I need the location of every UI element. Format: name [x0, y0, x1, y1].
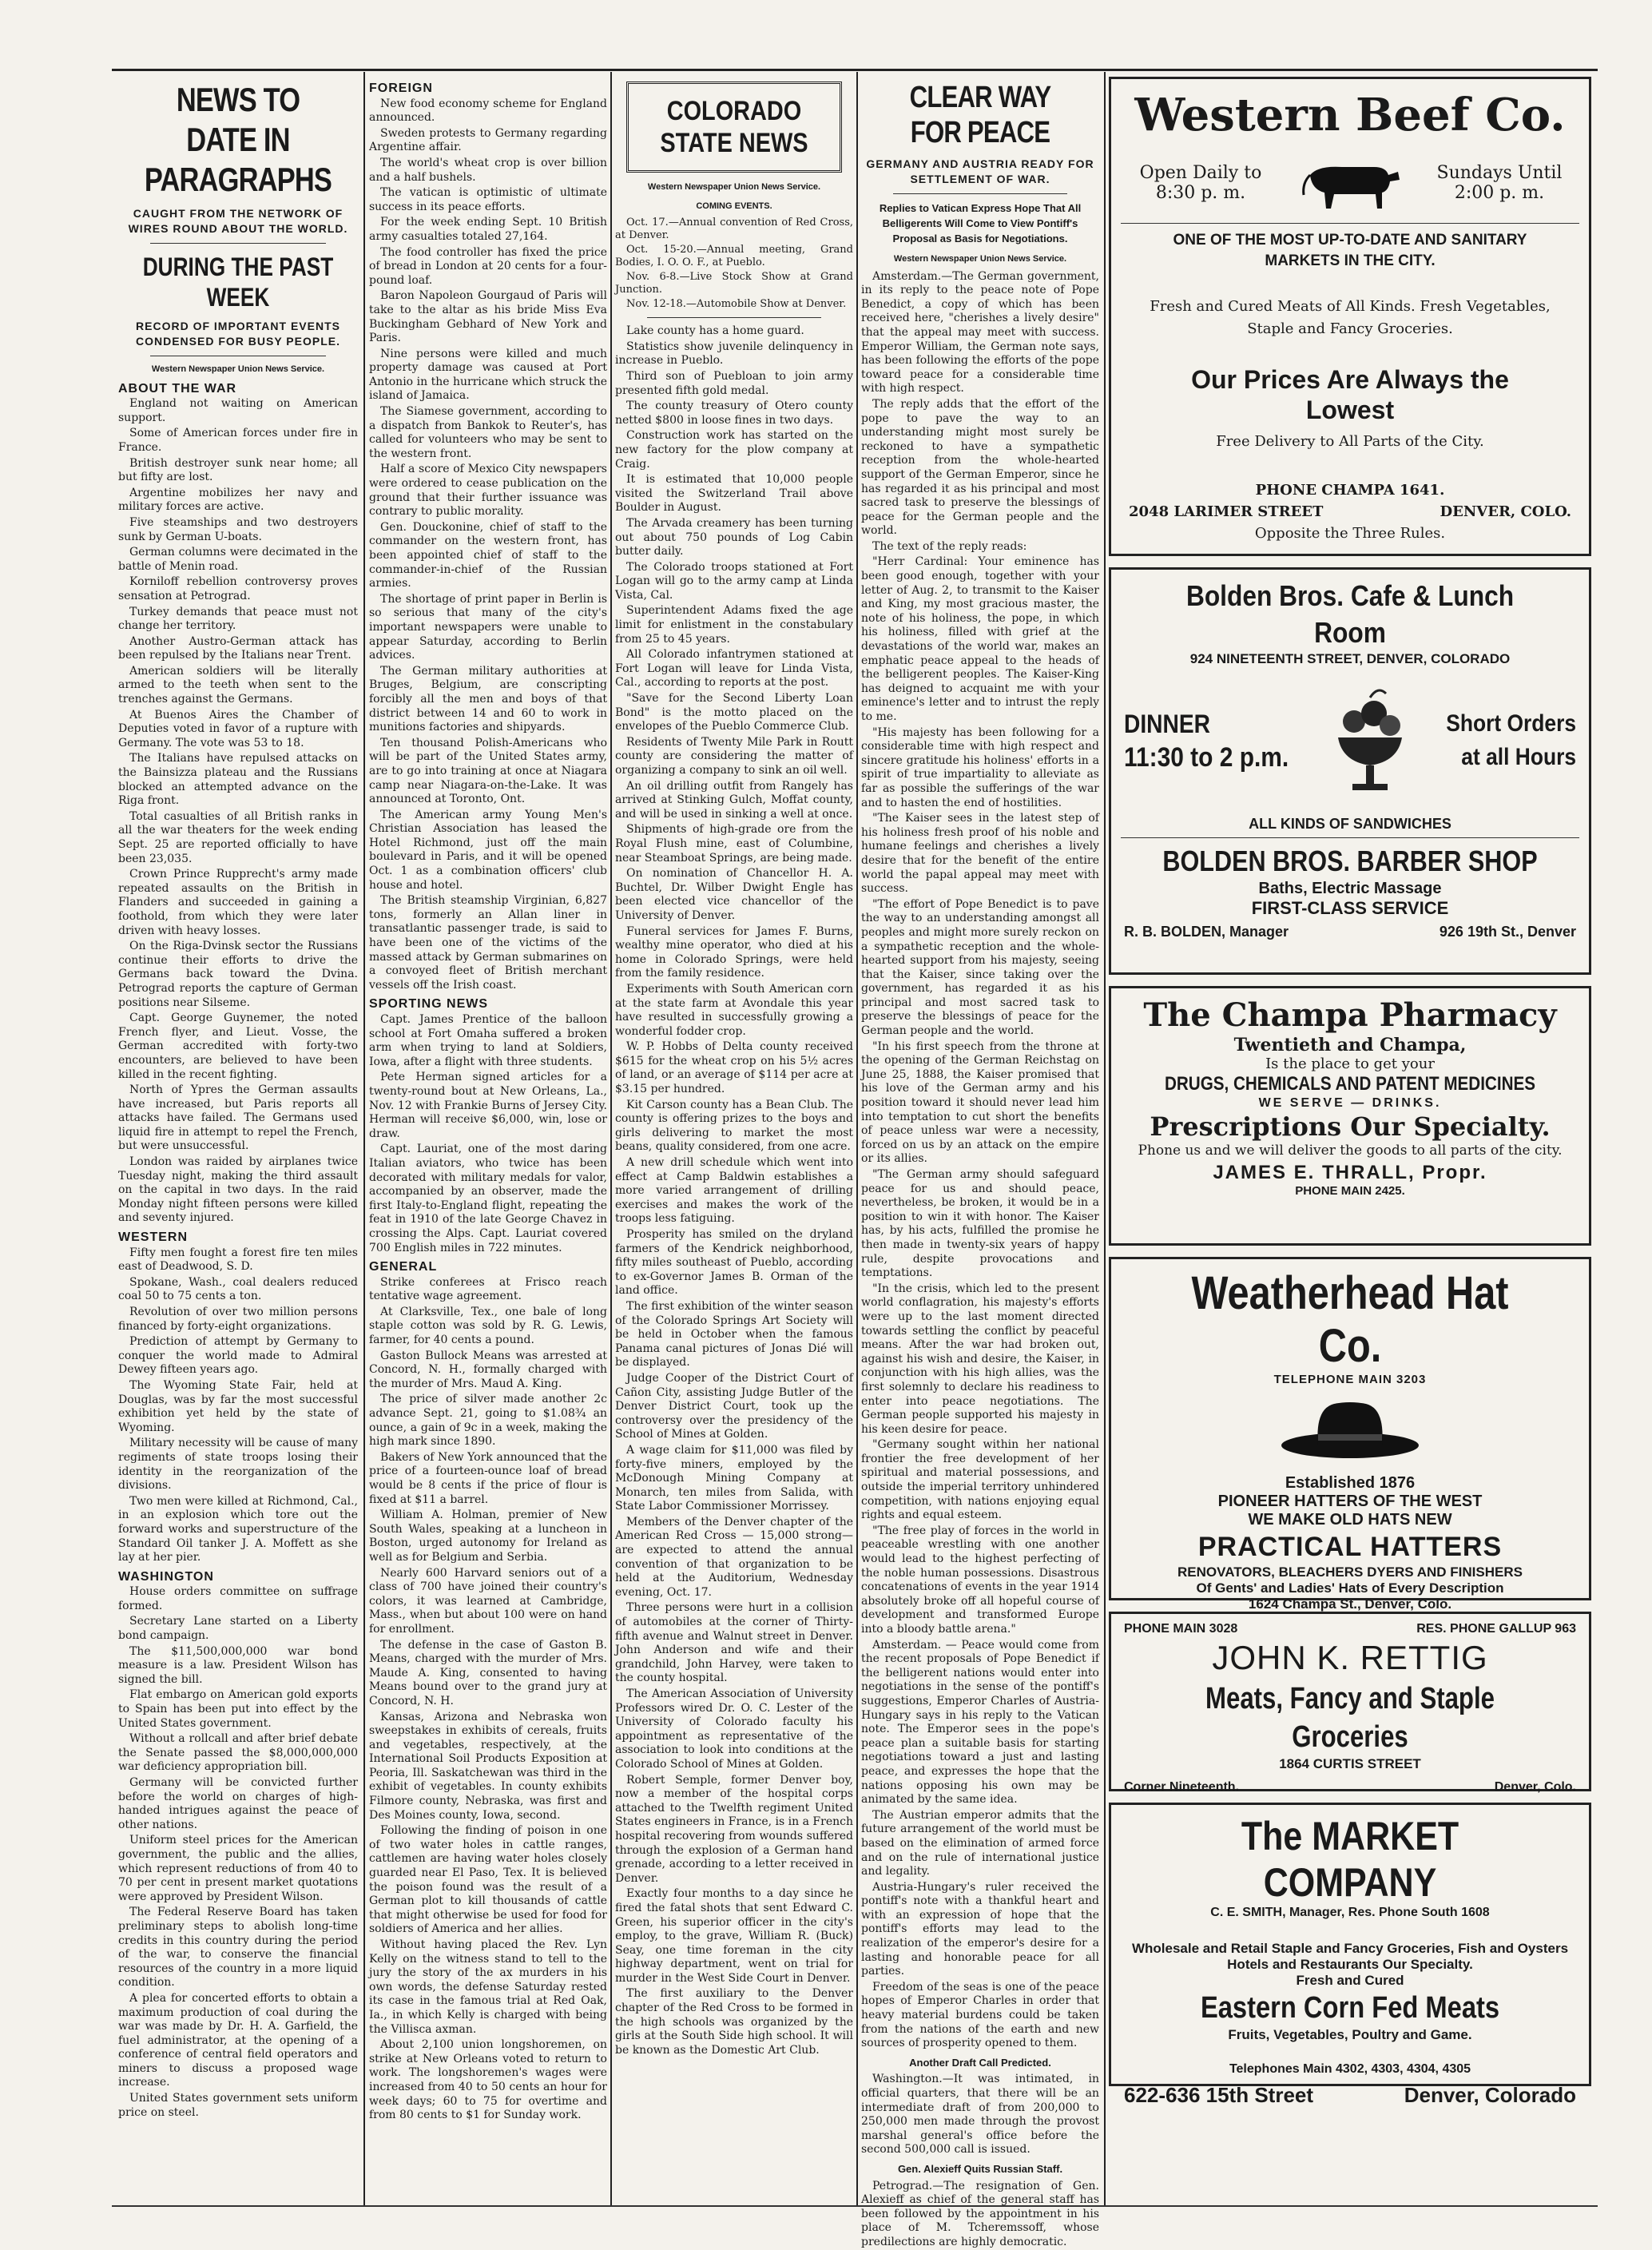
news-paragraph: Third son of Puebloan to join army presented fifth gold medal.	[615, 369, 853, 397]
hat-established: Established 1876	[1285, 1474, 1416, 1492]
market-hotels: Hotels and Restaurants Our Specialty.	[1227, 1957, 1473, 1972]
news-paragraph: Five steamships and two destroyers sunk by German U-boats.	[118, 515, 358, 543]
ad-western-beef	[1109, 77, 1591, 556]
hat-phone: TELEPHONE MAIN 3203	[1273, 1373, 1427, 1386]
bolden-title: Bolden Bros. Cafe & Lunch Room	[1185, 579, 1515, 649]
market-fresh: Fresh and Cured	[1296, 1973, 1404, 1988]
beef-open-daily: Open Daily to 8:30 p. m.	[1139, 163, 1262, 203]
news-paragraph: The vatican is optimistic of ultimate success in its peace efforts.	[369, 186, 607, 213]
news-paragraph: Capt. Lauriat, one of the most daring Italian aviators, who twice has been decorated with military medals for valor, accompanied by an observer, made the first Italy-to-England flight, repeating the feat in 1910 of the late George Chavez in crossing the Alps. Capt. Lauriat covered 700 English miles in 722 minutes.	[369, 1143, 607, 1254]
column-1	[118, 77, 358, 2202]
news-paragraph: Crown Prince Rupprecht's army made repeated assaults on the British in Flanders and succeeded in gaining a foothold, from which they were later driven with heavy losses.	[118, 868, 358, 937]
news-paragraph: Total casualties of all British ranks in all the war theaters for the week ending Sept. 25 are reported officially to have been 23,035.	[118, 809, 358, 865]
bolden-service: FIRST-CLASS SERVICE	[1251, 898, 1449, 918]
headline-past-week: DURING THE PAST WEEK	[142, 252, 334, 312]
news-paragraph: Half a score of Mexico City newspapers were ordered to cease publication on the ground that their further issuance was contrary to public morality.	[369, 463, 607, 519]
news-paragraph: Revolution of over two million persons financed by forty-eight organizations.	[118, 1306, 358, 1333]
news-paragraph: The Federal Reserve Board has taken preliminary steps to abolish long-time credits in this country during the period of the war, to conserve the financial resources of the country in a more liquid condition.	[118, 1906, 358, 1990]
news-paragraph: New food economy scheme for England announced.	[369, 97, 607, 125]
news-paragraph: Capt. James Prentice of the balloon school at Fort Omaha suffered a broken arm when trying to land at Soldiers, Iowa, after a flight with three students.	[369, 1013, 607, 1068]
hat-address: 1624 Champa St., Denver, Colo.	[1248, 1596, 1452, 1612]
ad-market-company	[1109, 1803, 1591, 2107]
colorado-state-news-box	[626, 81, 842, 173]
hat-icon	[1278, 1393, 1422, 1465]
market-city: Denver, Colorado	[1404, 2083, 1576, 2107]
news-paragraph: Robert Semple, former Denver boy, now a member of the hospital corps attached to the Twelfth regiment United States engineers in France, is in a French hospital recovering from wounds suffered through the explosion of a German hand grenade, according to a letter received in Denver.	[615, 1773, 853, 1885]
colorado-items	[615, 324, 853, 2057]
news-paragraph: Nov. 6-8.—Live Stock Show at Grand Junction.	[615, 271, 853, 296]
news-paragraph: Judge Cooper of the District Court of Cañon City, assisting Judge Butler of the Denver District Court, took up the controversy over the presidency of the School of Mines at Golden.	[615, 1371, 853, 1441]
news-paragraph: The Austrian emperor admits that the future arrangement of the world must be based on the elimination of armed force and on the rule of international justice and legality.	[861, 1808, 1099, 1878]
section-about-the-war: ABOUT THE WAR	[118, 381, 237, 396]
news-paragraph: The Siamese government, according to a dispatch from Bankok to Reuter's, has called for volunteers who may be sent to the western front.	[369, 405, 607, 460]
headline-clear-way: CLEAR WAY FOR PEACE	[909, 81, 1051, 149]
divider	[647, 317, 821, 318]
news-paragraph: Nov. 12-18.—Automobile Show at Denver.	[626, 298, 847, 311]
foreign-items	[369, 97, 607, 993]
news-paragraph: The first auxiliary to the Denver chapter of the Red Cross to be formed in the high schools was organized by the girls at the South Side high school. It will be known as the Domestic Art Club.	[615, 1987, 853, 2057]
news-paragraph: About 2,100 union longshoremen, on strike at New Orleans voted to return to work. The longshoremen's wages were increased from 40 to 50 cents an hour for week days; 60 to 75 for overtime and from 80 cents to $1 for Sunday work.	[369, 2038, 607, 2122]
news-paragraph: At Buenos Aires the Chamber of Deputies voted in favor of a rupture with Germany. The vote was 53 to 18.	[118, 708, 358, 749]
subhead-germany-austria: GERMANY AND AUSTRIA READY FOR SETTLEMENT OF WAR.	[866, 157, 1094, 185]
news-paragraph: Two men were killed at Richmond, Cal., in an explosion which tore out the forward works and superstructure of the Standard Oil tanker J. A. Moffett as she lay at her pier.	[118, 1494, 358, 1564]
column-rule	[1104, 72, 1106, 2205]
bolden-barber-shop: BOLDEN BROS. BARBER SHOP	[1162, 845, 1538, 877]
news-paragraph: Germany will be convicted further before the world on charges of high-handed intrigues against the peace of other nations.	[118, 1776, 358, 1831]
champa-phone-us: Phone us and we will deliver the goods to all parts of the city.	[1138, 1143, 1563, 1159]
hat-title: Weatherhead Hat Co.	[1191, 1267, 1509, 1372]
beef-city: DENVER, COLO.	[1440, 503, 1571, 520]
champa-prescriptions: Prescriptions Our Specialty.	[1150, 1111, 1551, 1142]
news-paragraph: Ten thousand Polish-Americans who will be part of the United States army, are to go into training at once at Niagara camp near Niagara-on-the-Lake. It was announced at Toronto, Ont.	[369, 736, 607, 806]
rettig-line: Meats, Fancy and Staple Groceries	[1205, 1682, 1495, 1754]
news-paragraph: German columns were decimated in the battle of Menin road.	[118, 546, 358, 573]
beef-title: Western Beef Co.	[1134, 89, 1566, 141]
divider	[1121, 837, 1579, 838]
news-paragraph: Residents of Twenty Mile Park in Routt county are considering the matter of organizing a company to sink an oil well.	[615, 735, 853, 777]
news-paragraph: Amsterdam. — Peace would come from the recent proposals of Pope Benedict if the belligerent nations would enter into negotiations in the sense of the pontiff's suggestions, Emperor Charles of Austria-Hungary says in his reply to the Vatican note. The Emperor sees in the pope's peace plan a suitable basis for starting negotiations toward a just and lasting peace, and expresses the hope that the nations opposing his own may be animated by the same idea.	[861, 1638, 1099, 1807]
fruit-bowl-icon	[1322, 682, 1418, 801]
news-paragraph: The Wyoming State Fair, held at Douglas, was by far the most successful exhibition yet held by the state of Wyoming.	[118, 1378, 358, 1434]
ad-john-rettig	[1109, 1612, 1591, 1794]
news-paragraph: "His majesty has been following for a considerable time with high respect and sincere gratitude his holiness' efforts in a spirit of true impartiality to alleviate as far as possible the sufferings of the war and to hasten the end of hostilities.	[861, 725, 1099, 809]
champa-proprietor: JAMES E. THRALL, Propr.	[1213, 1162, 1487, 1183]
news-paragraph: The $11,500,000,000 war bond measure is a law. President Wilson has signed the bill.	[118, 1644, 358, 1686]
bolden-all-hours: at all Hours	[1461, 744, 1576, 770]
news-paragraph: Bakers of New York announced that the price of a fourteen-ounce loaf of bread would be 8 cents if the price of flour is fixed at $11 a barrel.	[369, 1450, 607, 1506]
news-paragraph: The shortage of print paper in Berlin is so serious that many of the city's important newspapers were unable to appear Saturday, according to Berlin advices.	[369, 592, 607, 662]
news-paragraph: House orders committee on suffrage formed.	[118, 1585, 358, 1612]
section-foreign: FOREIGN	[369, 81, 433, 95]
news-paragraph: An oil drilling outfit from Rangely has arrived at Stinking Gulch, Moffat county, and will be used in sinking a well at once.	[615, 779, 853, 821]
coming-events-title: COMING EVENTS.	[696, 201, 772, 211]
news-service-credit: Western Newspaper Union News Service.	[647, 182, 821, 192]
news-paragraph: "In the crisis, which led to the present world conflagration, his majesty's efforts were up to the last moment directed towards settling the conflict by peaceful means. After the war had broken out, against his wish and desire, the Kaiser, in conjunction with his high allies, was the first solemnly to declare his readiness to enter into peace negotiations. The German people supported his majesty in his keen desire for peace.	[861, 1282, 1099, 1436]
draft-title: Another Draft Call Predicted.	[909, 2056, 1051, 2069]
coming-events	[615, 217, 853, 311]
news-paragraph: Construction work has started on the new factory for the plow company at Craig.	[615, 429, 853, 471]
news-paragraph: "Germany sought within her national frontier the free development of her spiritual and material possessions, and outside the imperial territory unhindered competition, with nations enjoying equal rights and equal esteem.	[861, 1438, 1099, 1522]
subhead-replies: Replies to Vatican Express Hope That All Belligerents Will Come to View Pontiff's Proposal as Basis for Negotiations.	[879, 202, 1082, 244]
news-paragraph: The reply adds that the effort of the pope to pave the way to an understanding might most surely be reckoned to have a sympathetic reception from the whole-hearted support of the German Emperor, since he has regarded it as his principal and most sacred task to preserve the blessings of peace for the German people and the world.	[861, 397, 1099, 538]
news-paragraph: William A. Holman, premier of New South Wales, speaking at a luncheon in Boston, urged autonomy for Ireland as well as for Belgium and Serbia.	[369, 1509, 607, 1564]
subhead-network: CAUGHT FROM THE NETWORK OF WIRES ROUND ABOUT THE WORLD.	[128, 207, 348, 235]
news-paragraph: United States government sets uniform price on steel.	[118, 2092, 358, 2119]
news-paragraph: The German military authorities at Bruges, Belgium, are conscripting forcibly all the men and boys of that district between 14 and 60 to work in munitions factories and shipyards.	[369, 664, 607, 734]
rettig-phone-main: PHONE MAIN 3028	[1124, 1622, 1238, 1636]
beef-sundays: Sundays Until 2:00 p. m.	[1436, 163, 1563, 203]
news-paragraph: London was raided by airplanes twice Tuesday night, making the third assault on the capital in two days. In the raid Monday night fifteen persons were killed and seventy injured.	[118, 1155, 358, 1225]
divider	[1121, 223, 1579, 224]
news-paragraph: Experiments with South American corn at the state farm at Avondale this year have resulted in successfully growing a wonderful fodder crop.	[615, 982, 853, 1038]
news-paragraph: Without a rollcall and after brief debate the Senate passed the $8,000,000,000 war deficiency appropriation bill.	[118, 1732, 358, 1774]
washington-items	[118, 1585, 358, 2120]
bottom-rule	[112, 2205, 1598, 2207]
champa-drugs: DRUGS, CHEMICALS AND PATENT MEDICINES	[1164, 1073, 1536, 1095]
news-paragraph: Capt. George Guynemer, the noted French flyer, and Lieut. Vosse, the German accredited with forty-two encounters, are believed to have been killed in the recent fighting.	[118, 1012, 358, 1081]
news-paragraph: At Clarksville, Tex., one bale of long staple cotton was sold by R. G. Lewis, farmer, for 40 cents a pound.	[369, 1305, 607, 1347]
rettig-phone-res: RES. PHONE GALLUP 963	[1416, 1622, 1576, 1636]
news-paragraph: Argentine mobilizes her navy and military forces are active.	[118, 486, 358, 514]
news-paragraph: Secretary Lane started on a Liberty bond campaign.	[118, 1615, 358, 1643]
news-paragraph: Another Austro-German attack has been repulsed by the Italians near Trent.	[118, 634, 358, 662]
beef-tagline: ONE OF THE MOST UP-TO-DATE AND SANITARY MARKETS IN THE CITY.	[1173, 232, 1527, 269]
cow-icon	[1294, 151, 1406, 215]
news-paragraph: Funeral services for James F. Burns, wealthy mine operator, who died at his home in Colorado Springs, were held from the family residence.	[615, 924, 853, 980]
news-paragraph: North of Ypres the German assaults have increased, but Paris reports all attacks have failed. The Germans used liquid fire in attempt to repel the French, but were unsuccessful.	[118, 1083, 358, 1153]
news-paragraph: Baron Napoleon Gourgaud of Paris will take to the altar as his bride Miss Eva Buckingham Gebhard of New York and Paris.	[369, 289, 607, 345]
top-rule	[112, 69, 1598, 71]
news-paragraph: Nine persons were killed and much property damage was caused at Port Antonio in the hurricane which struck the island of Jamaica.	[369, 347, 607, 403]
rettig-corner: Corner Nineteenth.	[1124, 1780, 1240, 1794]
column-rule	[610, 72, 612, 2205]
news-paragraph: A plea for concerted efforts to obtain a maximum production of coal during the war was made by Dr. H. A. Garfield, the fuel administrator, at the opening of a conference of central field operators and miners to discuss a proposed wage increase.	[118, 1991, 358, 2089]
alexieff-title: Gen. Alexieff Quits Russian Staff.	[897, 2162, 1063, 2175]
news-paragraph: The text of the reply reads:	[872, 539, 1027, 553]
rettig-street: 1864 CURTIS STREET	[1279, 1756, 1421, 1771]
news-paragraph: "Save for the Second Liberty Loan Bond" is the motto placed on the envelopes of the Pueblo Commerce Club.	[615, 692, 853, 733]
news-paragraph: Flat embargo on American gold exports to Spain has been put into effect by the United States government.	[118, 1688, 358, 1730]
hat-description: Of Gents' and Ladies' Hats of Every Description	[1196, 1580, 1504, 1596]
news-paragraph: Military necessity will be cause of many regiments of state troops losing their identity in the reorganization of the divisions.	[118, 1437, 358, 1493]
hat-old-new: WE MAKE OLD HATS NEW	[1248, 1511, 1452, 1528]
peace-paragraphs	[861, 270, 1099, 2051]
news-paragraph: "The effort of Pope Benedict is to pave the way to an understanding amongst all peoples and might more surely reckon on a sympathetic reception and the whole-hearted support from his majesty, seeing that the Kaiser, since taking over the government, has regarded it as his principal and most sacred task to preserve the blessings of peace for the German people and the world.	[861, 897, 1099, 1038]
subhead-record: RECORD OF IMPORTANT EVENTS CONDENSED FOR BUSY PEOPLE.	[135, 320, 340, 348]
market-title: The MARKET COMPANY	[1241, 1814, 1459, 1905]
news-paragraph: Fifty men fought a forest fire ten miles east of Deadwood, S. D.	[118, 1246, 358, 1274]
champa-phone: PHONE MAIN 2425.	[1295, 1184, 1405, 1198]
news-paragraph: American soldiers will be literally armed to the teeth when sent to the trenches against the Germans.	[118, 664, 358, 706]
ad-champa-pharmacy	[1109, 986, 1591, 1246]
news-paragraph: "In his first speech from the throne at the opening of the German Reichstag on June 25, 1888, the Kaiser promised that his love of the German army and his position toward it should never lead him into temptation to cut short the benefits of peace unless war were a necessity, forced on us by an attack on the empire or its allies.	[861, 1040, 1099, 1166]
news-paragraph: The American Association of University Professors wired Dr. O. C. Lester of the University of Colorado faculty his appointment as representative of the association to look into conditions at the Colorado School of Mines at Golden.	[615, 1688, 853, 1771]
news-service-credit: Western Newspaper Union News Service.	[893, 254, 1067, 264]
news-paragraph: The world's wheat crop is over billion and a half bushels.	[369, 156, 607, 184]
news-paragraph: Pete Herman signed articles for a twenty-round bout at New Orleans, La., Nov. 12 with Frankie Burns of Jersey City. Herman will receive $6,000, win, lose or draw.	[369, 1071, 607, 1140]
news-paragraph: "The German army should safeguard peace for us and should peace, nevertheless, be broken, it would be in a position to win it with honor. The Kaiser has, by his acts, fulfilled the promise he then made in twenty-six years of happy rule, despite provocations and temptations.	[861, 1168, 1099, 1280]
beef-prices: Our Prices Are Always the Lowest	[1191, 365, 1509, 424]
news-paragraph: Gen. Douckonine, chief of staff to the commander on the western front, has been appointed chief of staff to the commander-in-chief of the Russian armies.	[369, 520, 607, 590]
bolden-dinner: DINNER	[1124, 710, 1210, 738]
bolden-sandwiches: ALL KINDS OF SANDWICHES	[1249, 816, 1451, 832]
news-service-credit: Western Newspaper Union News Service.	[151, 364, 325, 374]
news-paragraph: The Italians have repulsed attacks on the Bainsizza plateau and the Russians blocked an attempted advance on the Riga front.	[118, 752, 358, 808]
section-general: GENERAL	[369, 1260, 438, 1274]
news-paragraph: Turkey demands that peace must not change her territory.	[118, 605, 358, 633]
news-paragraph: Korniloff rebellion controversy proves sensation at Petrograd.	[118, 575, 358, 602]
news-paragraph: Gaston Bullock Means was arrested at Concord, N. H., formally charged with the murder of Mrs. Maud A. King.	[369, 1349, 607, 1390]
news-paragraph: The county treasury of Otero county netted $800 in loose fines in two days.	[615, 400, 853, 427]
beef-phone: PHONE CHAMPA 1641.	[1255, 482, 1445, 499]
bolden-address: 924 NINETEENTH STREET, DENVER, COLORADO	[1189, 651, 1511, 666]
news-paragraph: Oct. 15-20.—Annual meeting, Grand Bodies, I. O. O. F., at Pueblo.	[615, 244, 853, 269]
news-paragraph: Members of the Denver chapter of the American Red Cross — 15,000 strong—are expected to attend the annual convention of that organization to be held at the Auditorium, Wednesday evening, Oct. 17.	[615, 1515, 853, 1599]
news-paragraph: The first exhibition of the winter season of the Colorado Springs Art Society will be held in October when the famous Panama canal pictures of Jonas Dié will be displayed.	[615, 1299, 853, 1369]
divider	[150, 243, 326, 244]
news-paragraph: The Colorado troops stationed at Fort Logan will go to the army camp at Linda Vista, Cal.	[615, 560, 853, 602]
news-paragraph: Oct. 17.—Annual convention of Red Cross, at Denver.	[615, 217, 853, 242]
hat-renovators: RENOVATORS, BLEACHERS DYERS AND FINISHERS	[1177, 1564, 1523, 1580]
news-paragraph: Amsterdam.—The German government, in its reply to the peace note of Pope Benedict, a copy of which has been received here, "cherishes a lively desire" that the appeal may meet with success. Emperor William, the German note says, has been following the efforts of the pope toward peace for a considerable time with high respect.	[861, 269, 1099, 396]
general-items	[369, 1276, 607, 2123]
bolden-baths: Baths, Electric Massage	[1258, 880, 1442, 897]
alexieff-paragraph: Petrograd.—The resignation of Gen. Alexieff as chief of the general staff has been followed by the appointment in his place of M. Tcheremssoff, whose predilections are highly democratic.	[861, 2179, 1099, 2248]
champa-serve: WE SERVE — DRINKS.	[1258, 1096, 1442, 1110]
war-items	[118, 397, 358, 1226]
column-3	[615, 77, 853, 2202]
column-rule	[363, 72, 365, 2205]
market-street: 622-636 15th Street	[1124, 2083, 1314, 2107]
news-paragraph: Prediction of attempt by Germany to conquer the world made to Admiral Dewey fifteen years ago.	[118, 1335, 358, 1377]
hat-pioneer: PIONEER HATTERS OF THE WEST	[1217, 1493, 1483, 1510]
news-paragraph: Without having placed the Rev. Lyn Kelly on the witness stand to tell to the jury the story of the ax murders in his own words, the defense Saturday rested its case in the famous trial at Red Oak, Ia., in which Kelly is charged with being the Villisca axman.	[369, 1938, 607, 2036]
beef-delivery: Free Delivery to All Parts of the City.	[1216, 433, 1484, 450]
news-paragraph: The defense in the case of Gaston B. Means, charged with the murder of Mrs. Maude A. King, consented to having Means bound over to the grand jury at Concord, N. H.	[369, 1638, 607, 1707]
market-fruits: Fruits, Vegetables, Poultry and Game.	[1228, 2027, 1472, 2042]
news-paragraph: Sweden protests to Germany regarding Argentine affair.	[369, 126, 607, 154]
news-paragraph: Kit Carson county has a Bean Club. The county is offering prizes to the boys and girls delivering to market the most beans, quality considered, from one acre.	[615, 1098, 853, 1154]
news-paragraph: The food controller has fixed the price of bread in London at 20 cents for a four-pound loaf.	[369, 245, 607, 287]
divider	[893, 193, 1067, 194]
news-paragraph: The American army Young Men's Christian Association has leased the Hotel Richmond, just off the main boulevard in Paris, and it will be opened Oct. 1 as a combination officers' club house and hotel.	[369, 808, 607, 892]
news-paragraph: Kansas, Arizona and Nebraska won sweepstakes in exhibits of cereals, fruits and vegetables, respectively, at the International Soil Products Exposition at Peoria, Ill. Saskatchewan was third in the exhibit of vegetables. In county exhibits Filmore county, Nebraska, was first and Des Moines county, Iowa, second.	[369, 1710, 607, 1822]
news-paragraph: Nearly 600 Harvard seniors out of a class of 700 have joined their country's colors, it was learned at Cambridge, Mass., when but about 100 were on hand for enrollment.	[369, 1566, 607, 1636]
news-paragraph: "Herr Cardinal: Your eminence has been good enough, together with your letter of Aug. 2, to transmit to the Kaiser and King, my most gracious master, the note of his holiness, the pope, in which his holiness, filled with grief at the devastations of the world war, makes an emphatic peace appeal to the heads of the belligerent peoples. The Kaiser-King has deigned to acquaint me with your eminence's letter and to intrust the reply to me.	[861, 555, 1099, 723]
news-paragraph: The Arvada creamery has been turning out about 750 pounds of Log Cabin butter daily.	[615, 516, 853, 559]
headline-news-to-date: NEWS TO DATE IN PARAGRAPHS	[144, 81, 332, 198]
news-paragraph: Statistics show juvenile delinquency in increase in Pueblo.	[615, 340, 853, 368]
news-paragraph: The British steamship Virginian, 6,827 tons, formerly an Allan liner in transatlantic passenger trade, is said to have been one of the victims of the massed attack by German submarines on a convoyed fleet of British merchant vessels off the Irish coast.	[369, 894, 607, 992]
market-phones: Telephones Main 4302, 4303, 4304, 4305	[1229, 2062, 1471, 2076]
news-paragraph: A new drill schedule which went into effect at Camp Baldwin establishes a more varied arrangement of drilling exercises and makes the work of the troops less fatiguing.	[615, 1156, 853, 1226]
news-paragraph: British destroyer sunk near home; all but fifty are lost.	[118, 456, 358, 484]
champa-corner: Twentieth and Champa,	[1233, 1035, 1467, 1055]
news-paragraph: The price of silver made another 2c advance Sept. 21, going to $1.08¾ an ounce, a gain of 9c in a week, making the high mark since 1890.	[369, 1393, 607, 1449]
news-paragraph: Lake county has a home guard.	[626, 324, 804, 338]
section-sporting: SPORTING NEWS	[369, 997, 489, 1012]
market-wholesale: Wholesale and Retail Staple and Fancy Groceries, Fish and Oysters	[1131, 1941, 1569, 1956]
headline-colorado: COLORADO STATE NEWS	[660, 96, 808, 158]
column-rule	[856, 72, 858, 2205]
news-paragraph: Strike conferees at Frisco reach tentative wage agreement.	[369, 1275, 607, 1303]
news-paragraph: England not waiting on American support.	[118, 397, 358, 424]
hat-practical: PRACTICAL HATTERS	[1197, 1532, 1503, 1562]
news-paragraph: It is estimated that 10,000 people visited the Switzerland Trail above Boulder in August.	[615, 473, 853, 515]
news-paragraph: "The Kaiser sees in the latest step of his holiness fresh proof of his noble and humane feelings and cherishes a lively desire that for the benefit of the entire world the papal appeal may meet with success.	[861, 812, 1099, 896]
bolden-dinner-time: 11:30 to 2 p.m.	[1124, 742, 1289, 773]
champa-place: Is the place to get your	[1265, 1055, 1435, 1072]
rettig-city: Denver, Colo.	[1494, 1780, 1576, 1794]
news-paragraph: All Colorado infantrymen stationed at Fort Logan will leave for Linda Vista, Cal., according to reports at the post.	[615, 648, 853, 690]
western-items	[118, 1246, 358, 1565]
news-paragraph: On nomination of Chancellor H. A. Buchtel, Dr. Wilber Dwight Engle has been elected vice chancellor of the University of Denver.	[615, 867, 853, 922]
news-paragraph: Austria-Hungary's ruler received the pontiff's note with a thankful heart and with an expression of hope that the pontiff's efforts may lead to the realization of the emperor's desire for a lasting and honorable peace for all parties.	[861, 1880, 1099, 1978]
news-paragraph: Freedom of the seas is one of the peace hopes of Emperor Charles in order that heavy material burdens could be taken from the nations of the earth and new sources of prosperity opened to them.	[861, 1980, 1099, 2050]
news-paragraph: Following the finding of poison in one of two water holes in cattle ranges, cattlemen are having water holes closely guarded near El Paso, Tex. It is believed the poison found was the result of a German plot to kill thousands of cattle that might otherwise be used for food for soldiers of America and her allies.	[369, 1824, 607, 1936]
bolden-manager-address: 926 19th St., Denver	[1439, 924, 1576, 940]
news-paragraph: "The free play of forces in the world in peaceable wrestling with one another would lead to the highest perfecting of the noble human possessions. Disastrous concatenations of events in the year 1914 absolutely broke off all hopeful course of development and transformed Europe into a bloody battle arena."	[861, 1524, 1099, 1636]
column-4	[861, 77, 1099, 2248]
beef-opposite: Opposite the Three Rules.	[1254, 525, 1446, 542]
beef-street: 2048 LARIMER STREET	[1129, 503, 1324, 520]
beef-products: Fresh and Cured Meats of All Kinds. Fresh Vegetables, Staple and Fancy Groceries.	[1150, 298, 1551, 337]
champa-title: The Champa Pharmacy	[1143, 996, 1557, 1034]
bolden-short-orders: Short Orders	[1446, 710, 1576, 737]
news-paragraph: On the Riga-Dvinsk sector the Russians continue their efforts to drive the Germans back toward the Dvina. Petrograd reports the capture of German positions near Silseme.	[118, 940, 358, 1009]
news-paragraph: Three persons were hurt in a collision of automobiles at the corner of Thirty-fifth avenue and Walnut street in Denver. John Anderson and wife and their grandchild, John Harvey, were taken to the county hospital.	[615, 1601, 853, 1685]
news-paragraph: Superintendent Adams fixed the age limit for enlistment in the constabulary from 25 to 45 years.	[615, 604, 853, 646]
news-paragraph: Prosperity has smiled on the dryland farmers of the Kendrick neighborhood, fifty miles southeast of Pueblo, according to ex-Governor James B. Orman of the land office.	[615, 1228, 853, 1298]
advertisements-column	[1109, 77, 1591, 2107]
news-paragraph: W. P. Hobbs of Delta county received $615 for the wheat crop on his 5½ acres of land, or an average of $114 per acre at $3.15 per hundred.	[615, 1040, 853, 1096]
sporting-items	[369, 1013, 607, 1255]
bolden-manager: R. B. BOLDEN, Manager	[1124, 924, 1289, 940]
news-paragraph: Shipments of high-grade ore from the Royal Flush mine, east of Columbine, near Steamboat Springs, are being made.	[615, 823, 853, 865]
news-paragraph: A wage claim for $11,000 was filed by forty-five miners, employed by the McDonough Mining Company at Monarch, ten miles from Salida, with State Labor Commissioner Morrissey.	[615, 1443, 853, 1513]
market-corn-fed: Eastern Corn Fed Meats	[1200, 1991, 1500, 2025]
rettig-name: JOHN K. RETTIG	[1212, 1639, 1488, 1676]
draft-paragraph: Washington.—It was intimated, in official quarters, that there will be an intermediate draft of from 200,000 to 250,000 men made through the provost marshal general's office before the second 500,000 call is issued.	[861, 2073, 1099, 2157]
news-paragraph: Some of American forces under fire in France.	[118, 427, 358, 454]
ad-weatherhead-hat	[1109, 1257, 1591, 1612]
news-paragraph: Spokane, Wash., coal dealers reduced coal 50 to 75 cents a ton.	[118, 1275, 358, 1303]
ad-bolden-bros	[1109, 567, 1591, 975]
news-paragraph: Exactly four months to a day since he fired the fatal shots that sent Edward C. Green, his superior officer in the city's employ, to the grave, William R. (Buck) Seay, one time foreman in the city highway department, went on trial for murder in the West Side Court in Denver.	[615, 1887, 853, 1985]
news-paragraph: Uniform steel prices for the American government, the public and the allies, which represent reductions of from 40 to 70 per cent in present market quotations were approved by President Wilson.	[118, 1834, 358, 1903]
news-paragraph: For the week ending Sept. 10 British army casualties totaled 27,164.	[369, 216, 607, 243]
section-western: WESTERN	[118, 1230, 188, 1245]
column-2	[369, 77, 607, 2202]
section-washington: WASHINGTON	[118, 1569, 214, 1584]
market-manager: C. E. SMITH, Manager, Res. Phone South 1608	[1210, 1906, 1490, 1919]
